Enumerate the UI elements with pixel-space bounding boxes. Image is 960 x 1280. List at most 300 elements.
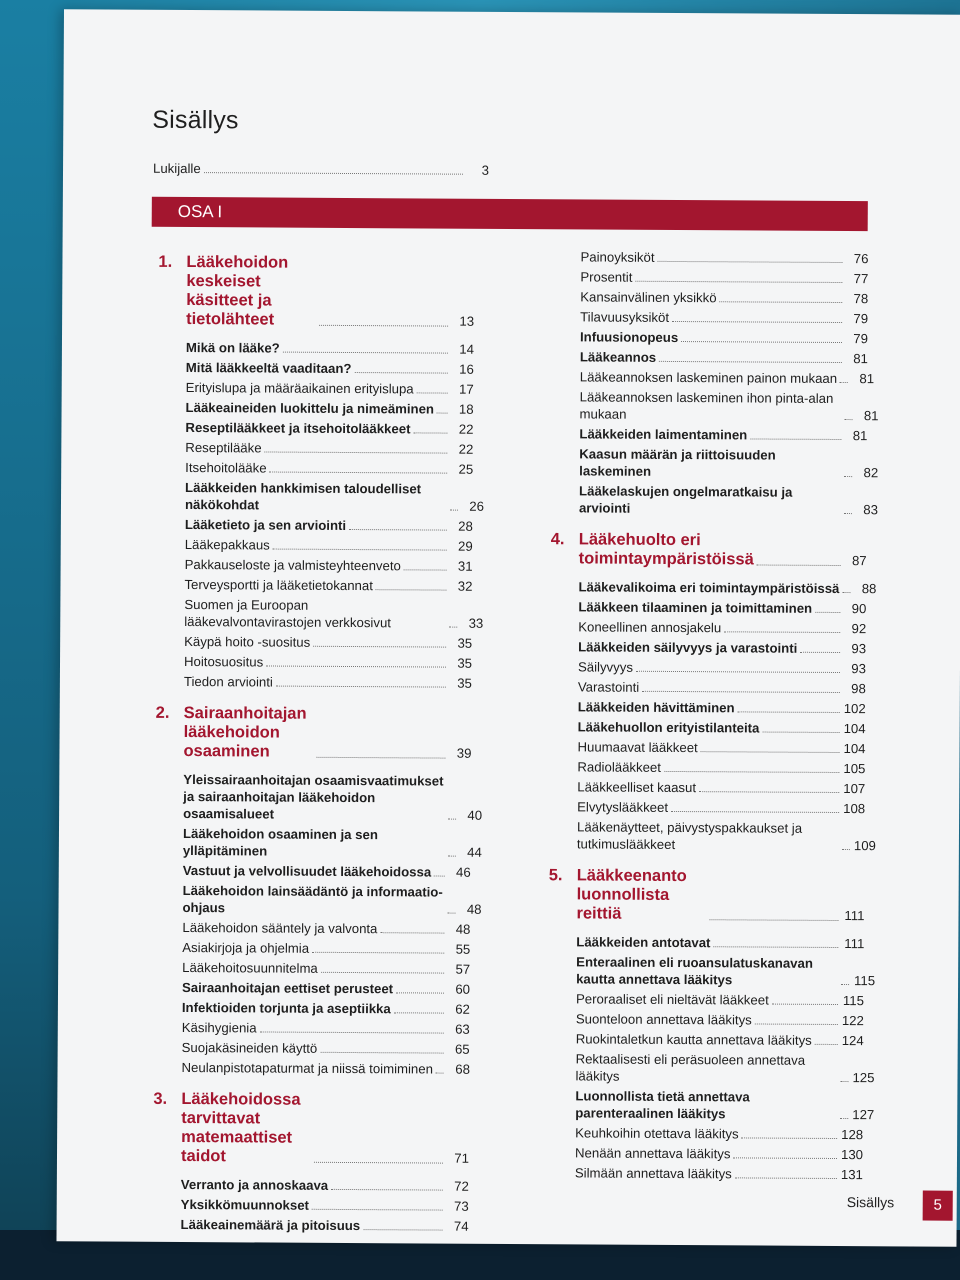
toc-entry [576, 1010, 864, 1029]
toc-entry-label: Silmään annettava lääkitys [574, 1165, 732, 1182]
toc-entry-label: Mitä lääkkeeltä vaaditaan? [185, 360, 352, 377]
toc-entry-label: Kaasun määrän ja riittoisuuden laskeminen [579, 446, 776, 479]
toc-entry-label: Luonnollista tietä annettava parenteraalinen lääkitys [575, 1088, 750, 1122]
dot-leader [800, 652, 840, 653]
toc-entry-label: Lääkehoitosuunnitelma [182, 959, 318, 976]
dot-leader [313, 646, 446, 648]
toc-entry [184, 653, 472, 672]
chapter-heading-body [579, 530, 867, 570]
toc-entry-label: Koneellinen annosjakelu [578, 619, 722, 636]
toc-entry-label: Elvytyslääkkeet [577, 799, 669, 815]
toc-entry [182, 999, 470, 1018]
toc-entry [578, 658, 866, 677]
toc-entry-label: Suojakäsineiden käyttö [181, 1039, 318, 1056]
toc-entry [186, 399, 474, 418]
toc-entry [182, 979, 470, 998]
toc-entry-label: Säilyvyys [577, 659, 634, 675]
toc-entry-page: 17 [458, 381, 474, 397]
toc-entry [575, 1124, 863, 1143]
toc-entry-page: 74 [453, 1218, 469, 1234]
toc-entry-label: Itsehoitolääke [185, 460, 267, 476]
toc-entry [185, 516, 473, 535]
toc-entry-label: Sairaanhoitajan eettiset perusteet [181, 979, 394, 997]
toc-entry [181, 1216, 469, 1235]
toc-entry [575, 1144, 863, 1163]
toc-entry [578, 598, 866, 617]
dot-leader [815, 612, 840, 613]
toc-entry-label: Lääkehoidon osaaminen ja sen ylläpitäminen [182, 825, 378, 859]
chapter-number: 4. [550, 530, 565, 549]
dot-leader [331, 1189, 443, 1191]
toc-entry-page: 29 [458, 538, 473, 554]
toc-entry [182, 939, 470, 958]
toc-entry-page: 102 [843, 701, 866, 717]
toc-entry-label: Lääkepakkaus [184, 536, 270, 553]
toc-entry-page: 83 [863, 502, 879, 518]
toc-entry-label: Reseptilääke [185, 440, 262, 456]
toc-entry-page: 107 [843, 781, 866, 797]
toc-entry [576, 1030, 864, 1049]
toc-entry [578, 698, 866, 717]
toc-entry-page: 78 [853, 291, 869, 307]
chapter-heading [551, 530, 867, 570]
toc-entry-page: 46 [456, 864, 471, 880]
dot-leader [376, 589, 447, 590]
chapter-heading-body [183, 704, 471, 763]
dot-leader [265, 451, 448, 453]
toc-entry [579, 425, 867, 444]
chapter-heading [155, 704, 471, 763]
toc-entry [578, 618, 866, 637]
dot-leader [636, 671, 840, 673]
toc-right-column [547, 248, 879, 1186]
toc-entry-label: Vastuut ja velvollisuudet lääkehoidossa [182, 862, 432, 880]
dot-leader [815, 1044, 838, 1045]
dot-leader [396, 992, 444, 993]
toc-entry-label: Käypä hoito -suositus [184, 633, 311, 650]
dot-leader [757, 564, 841, 566]
toc-entry-page: 127 [852, 1107, 875, 1123]
toc-entry-page: 35 [457, 675, 472, 691]
toc-entry-page: 115 [854, 973, 876, 989]
toc-entry [580, 288, 868, 307]
toc-entry-page: 125 [852, 1070, 875, 1086]
toc-entry-page: 31 [457, 558, 473, 574]
dot-leader [273, 549, 447, 551]
toc-entry [182, 959, 470, 978]
dot-leader [735, 1177, 837, 1179]
dot-leader [659, 361, 842, 363]
toc-entry-label: Terveysportti ja lääketietokannat [184, 576, 373, 594]
toc-entry-page: 68 [455, 1061, 471, 1077]
toc-entry-page: 124 [841, 1033, 864, 1049]
toc-entry-page: 3 [481, 162, 490, 178]
chapter-title: Sairaanhoitajan lääkehoidon osaaminen [183, 703, 307, 761]
toc-entry-page: 130 [840, 1147, 864, 1163]
toc-entry-label: Suonteloon annettava lääkitys [575, 1011, 752, 1028]
toc-entry-page: 115 [842, 993, 865, 1009]
toc-entry-page: 81 [863, 408, 879, 424]
toc-entry-label: Lääkkeiden hävittäminen [577, 699, 735, 716]
toc-entry-label: Enteraalinen eli ruoansulatuskanavan kautta annettava lääkitys [576, 954, 813, 988]
chapter-heading-body [186, 253, 474, 331]
toc-entry-label: Lääkkeiden säilyvyys ja varastointi [578, 639, 798, 656]
toc-entry [577, 798, 865, 817]
toc-entry-page: 93 [851, 661, 867, 677]
toc-entry-label: Lääkeaineiden luokittelu ja nimeäminen [185, 400, 435, 417]
toc-entry-label: Huumaavat lääkkeet [577, 739, 698, 756]
chapter-number: 5. [548, 866, 563, 885]
toc-entry-label: Peroraaliset eli nieltävät lääkkeet [575, 991, 769, 1008]
toc-entry [579, 445, 879, 481]
chapter-page: 111 [844, 908, 865, 924]
toc-entry [183, 771, 483, 824]
dot-leader [312, 952, 444, 954]
toc-entry [580, 268, 868, 287]
toc-entry [578, 482, 879, 518]
toc-entry [185, 556, 473, 575]
dot-leader [404, 569, 447, 570]
toc-entry-label: Infuusionopeus [579, 329, 679, 346]
toc-entry-page: 93 [851, 641, 867, 657]
chapter-number: 3. [153, 1089, 168, 1108]
toc-entry-label: Reseptilääkkeet ja itsehoitolääkkeet [185, 420, 411, 437]
chapter-heading-body [576, 866, 864, 925]
toc-entry-page: 63 [455, 1021, 470, 1037]
dot-leader [266, 665, 446, 667]
toc-entry-label: Radiolääkkeet [577, 759, 662, 775]
toc-entry [185, 536, 473, 555]
toc-entry-page: 122 [841, 1013, 864, 1029]
toc-entry-page: 104 [843, 721, 866, 737]
toc-entry-label: Lääkkeiden hankkimisen taloudelliset näkökohdat [184, 479, 422, 513]
toc-entry-page: 73 [453, 1198, 469, 1214]
toc-entry-page: 76 [853, 251, 869, 267]
chapter-heading [153, 1090, 469, 1168]
toc-entry [577, 738, 865, 757]
toc-entry-page: 81 [859, 371, 875, 387]
dot-leader [755, 1023, 838, 1025]
toc-entry-label: Tiedon arviointi [183, 673, 273, 690]
toc-entry [575, 1087, 875, 1123]
toc-entry [184, 576, 472, 595]
toc-entry-label: Suomen ja Euroopan lääkevalvontavirastojen verkkosivut [184, 596, 392, 631]
toc-entry-label: Ruokintaletkun kautta annettava lääkitys [575, 1031, 812, 1048]
chapter-number: 1. [158, 252, 173, 271]
toc-entry-lukijalle [153, 160, 489, 179]
chapter-heading-body [181, 1090, 469, 1168]
toc-entry [186, 379, 474, 398]
chapter-heading [548, 866, 864, 925]
toc-entry-page: 25 [458, 461, 474, 477]
toc-entry-label: Lääkenäytteet, päivystyspakkaukset ja tutkimuslääkkeet [576, 819, 803, 852]
toc-entry-label: Käsihygienia [181, 1019, 257, 1036]
toc-entry [577, 778, 865, 797]
dot-leader [380, 932, 444, 933]
toc-entry-label: Lääkeannos [579, 349, 657, 365]
dot-leader [449, 627, 457, 628]
dot-leader [713, 946, 838, 948]
toc-entry-page: 82 [863, 465, 879, 481]
toc-entry-label: Lääkkeen tilaaminen ja toimittaminen [578, 599, 813, 616]
toc-entry [185, 419, 473, 438]
dot-leader [413, 432, 447, 433]
toc-entry [182, 919, 470, 938]
toc-entry [578, 578, 877, 597]
toc-entry-label: Keuhkoihin otettava lääkitys [575, 1125, 739, 1142]
dot-leader [844, 513, 852, 514]
toc-entry [580, 248, 868, 267]
toc-entry [183, 862, 471, 881]
toc-entry-label: Mikä on lääke? [185, 340, 280, 356]
chapter-title: Lääkkeenanto luonnollista reittiä [576, 866, 687, 923]
dot-leader [738, 711, 840, 713]
dot-leader [842, 592, 850, 593]
toc-entry-page: 22 [458, 441, 474, 457]
part-banner [152, 197, 868, 231]
dot-leader [450, 510, 458, 511]
dot-leader [321, 972, 444, 974]
toc-entry-page: 18 [458, 401, 474, 417]
toc-entry-page: 35 [457, 635, 473, 651]
toc-entry-page: 28 [458, 518, 473, 534]
toc-entry [579, 368, 875, 387]
dot-leader [733, 1157, 837, 1159]
toc-entry-page: 57 [455, 961, 471, 977]
toc-entry-page: 72 [454, 1178, 469, 1194]
toc-entry-page: 131 [840, 1167, 863, 1183]
toc-entry [184, 633, 472, 652]
toc-entry [186, 359, 474, 378]
dot-leader [204, 172, 463, 175]
chapter-heading [158, 253, 474, 331]
toc-entry-page: 26 [469, 498, 485, 514]
dot-leader [436, 1073, 444, 1074]
toc-entry-page: 14 [459, 341, 474, 357]
dot-leader [276, 686, 446, 688]
toc-entry-label: Lukijalle [152, 160, 201, 177]
dot-leader [270, 472, 448, 474]
toc-entry-label: Infektioiden torjunta ja aseptiikka [181, 999, 391, 1017]
dot-leader [316, 757, 446, 759]
toc-entry [580, 328, 868, 347]
toc-entry-label: Varastointi [577, 679, 640, 695]
dot-leader [349, 529, 447, 531]
toc-entry-page: 48 [466, 901, 482, 917]
toc-entry [184, 479, 485, 515]
dot-leader [841, 984, 849, 985]
toc-entry-label: Lääkehuollon erityistilanteita [577, 719, 760, 736]
dot-leader [283, 352, 448, 354]
toc-entry-page: 48 [455, 921, 471, 937]
toc-entry-label: Yleissairaanhoitajan osaamisvaatimukset ja sairaanhoitajan lääkehoidon osaamisalueet [183, 771, 444, 822]
dot-leader [664, 771, 839, 773]
toc-entry-label: Verranto ja annoskaava [180, 1176, 329, 1193]
dot-leader [699, 791, 839, 793]
dot-leader [772, 1004, 838, 1005]
toc-entry [580, 348, 868, 367]
toc-entry-label: Lääkkeiden laimentaminen [579, 426, 748, 443]
toc-entry [579, 388, 879, 424]
toc-entry-page: 65 [454, 1041, 470, 1057]
dot-leader [750, 438, 841, 440]
toc-entry [184, 673, 472, 692]
chapter-page: 71 [454, 1150, 470, 1166]
dot-leader [671, 811, 839, 813]
toc-entry-label: Painoyksiköt [580, 249, 655, 265]
toc-entry-label: Kansainvälinen yksikkö [580, 289, 717, 306]
page-title: Sisällys [152, 105, 239, 135]
toc-entry-page: 108 [843, 801, 866, 817]
toc-entry [186, 339, 474, 358]
toc-entry-page: 22 [458, 421, 474, 437]
toc-entry [575, 1050, 875, 1086]
dot-leader [260, 1031, 444, 1033]
toc-entry-page: 79 [853, 311, 869, 327]
toc-entry [182, 882, 482, 918]
dot-leader [448, 819, 456, 820]
toc-entry-page: 105 [843, 761, 866, 777]
toc-entry-page: 77 [853, 271, 869, 287]
toc-entry-page: 60 [455, 981, 471, 997]
chapter-title: Lääkehoidon keskeiset käsitteet ja tietolähteet [186, 253, 289, 329]
dot-leader [354, 372, 447, 374]
toc-entry [577, 758, 865, 777]
chapter-page: 13 [459, 313, 475, 329]
dot-leader [720, 301, 843, 303]
chapter-page: 87 [851, 553, 867, 569]
toc-entry-label: Rektaalisesti eli peräsuoleen annettava lääkitys [575, 1051, 806, 1084]
dot-leader [845, 419, 853, 420]
toc-entry-page: 40 [467, 807, 483, 823]
toc-entry [576, 933, 864, 952]
dot-leader [762, 732, 839, 733]
chapter-page: 39 [456, 745, 472, 761]
dot-leader [642, 691, 840, 693]
toc-entry-label: Lääkkeiden antotavat [576, 934, 711, 951]
dot-leader [434, 876, 445, 877]
toc-entry-label: Lääkeannoksen laskeminen painon mukaan [579, 369, 838, 386]
toc-entry-page: 55 [455, 941, 471, 957]
toc-entry [182, 825, 482, 861]
toc-entry-page: 92 [851, 621, 867, 637]
toc-entry-page: 81 [853, 351, 868, 367]
toc-entry-label: Lääkeannoksen laskeminen ihon pinta-alan mukaan [579, 389, 834, 422]
toc-entry-label: Lääkelaskujen ongelmaratkaisu ja arviointi [578, 483, 793, 516]
dot-leader [724, 631, 840, 633]
toc-entry-page: 44 [467, 844, 482, 860]
toc-entry-page: 128 [841, 1127, 864, 1143]
toc-entry [578, 638, 866, 657]
toc-entry [181, 1196, 469, 1215]
toc-entry-page: 109 [853, 838, 876, 854]
toc-entry-label: Erityislupa ja määräaikainen erityislupa [185, 380, 414, 397]
chapter-title: Lääkehoidossa tarvittavat matemaattiset taidot [180, 1089, 301, 1166]
dot-leader [394, 1012, 444, 1013]
toc-entry-page: 33 [468, 615, 484, 631]
toc-entry-label: Lääketieto ja sen arviointi [184, 516, 347, 533]
toc-entry-page: 62 [455, 1001, 470, 1017]
toc-entry-label: Hoitosuositus [183, 653, 264, 670]
toc-entry [182, 1039, 470, 1058]
toc-entry-page: 81 [852, 428, 868, 444]
intro-entry [153, 160, 489, 182]
toc-entry-label: Prosentit [580, 269, 633, 285]
dot-leader [840, 1118, 848, 1119]
dot-leader [709, 919, 839, 921]
dot-leader [448, 856, 456, 857]
dot-leader [658, 261, 843, 263]
footer-page-number: 5 [923, 1191, 953, 1221]
toc-entry-label: Lääkkeelliset kaasut [577, 779, 697, 796]
toc-entry-page: 79 [853, 331, 869, 347]
toc-entry-page: 90 [851, 601, 867, 617]
toc-entry-label: Lääkevalikoima eri toimintaympäristöissä [578, 579, 840, 596]
toc-entry-page: 32 [457, 578, 473, 594]
toc-entry [580, 308, 868, 327]
dot-leader [672, 321, 842, 323]
toc-entry [578, 678, 866, 697]
dot-leader [319, 325, 449, 327]
toc-entry [578, 718, 866, 737]
toc-entry [184, 596, 484, 632]
toc-entry [575, 1164, 863, 1183]
toc-entry-page: 98 [851, 681, 866, 697]
toc-entry-label: Pakkauseloste ja valmisteyhteenveto [184, 556, 401, 574]
toc-entry-label: Neulanpistotapaturmat ja niissä toimiminen [181, 1059, 434, 1077]
dot-leader [312, 1209, 443, 1211]
dot-leader [701, 751, 840, 753]
toc-entry-label: Yksikkömuunnokset [180, 1196, 310, 1213]
toc-entry-label: Lääkehoidon lainsäädäntö ja informaatio-ohjaus [182, 882, 443, 916]
toc-entry-label: Nenään annettava lääkitys [574, 1145, 731, 1162]
dot-leader [842, 849, 850, 850]
toc-entry-page: 35 [457, 655, 473, 671]
dot-leader [320, 1052, 443, 1054]
toc-entry-label: Asiakirjoja ja ohjelmia [182, 939, 310, 956]
toc-entry [181, 1059, 469, 1078]
toc-entry-page: 16 [459, 361, 474, 377]
toc-entry [181, 1176, 469, 1195]
toc-entry [576, 990, 864, 1009]
book-page [56, 9, 960, 1246]
toc-entry-page: 111 [844, 936, 865, 952]
dot-leader [363, 1229, 442, 1230]
dot-leader [844, 476, 852, 477]
dot-leader [840, 1081, 848, 1082]
dot-leader [635, 281, 842, 283]
dot-leader [742, 1137, 838, 1139]
toc-entry [185, 439, 473, 458]
toc-entry-label: Lääkehoidon sääntely ja valvonta [182, 919, 378, 937]
chapter-title: Lääkehuolto eri toimintaympäristöissä [578, 530, 754, 569]
chapter-number: 2. [155, 703, 170, 722]
footer-label: Sisällys [846, 1194, 895, 1211]
toc-entry-page: 104 [843, 741, 866, 757]
dot-leader [681, 341, 842, 343]
toc-entry-label: Lääkeainemäärä ja pitoisuus [180, 1216, 361, 1234]
toc-entry [182, 1019, 470, 1038]
toc-entry-page: 88 [861, 581, 877, 597]
dot-leader [840, 382, 848, 383]
dot-leader [313, 1162, 443, 1164]
part-label: OSA I [177, 201, 223, 222]
toc-entry-label: Tilavuusyksiköt [580, 309, 670, 325]
dot-leader [417, 392, 448, 393]
dot-leader [437, 413, 448, 414]
toc-left-column [153, 252, 485, 1238]
dot-leader [447, 913, 455, 914]
